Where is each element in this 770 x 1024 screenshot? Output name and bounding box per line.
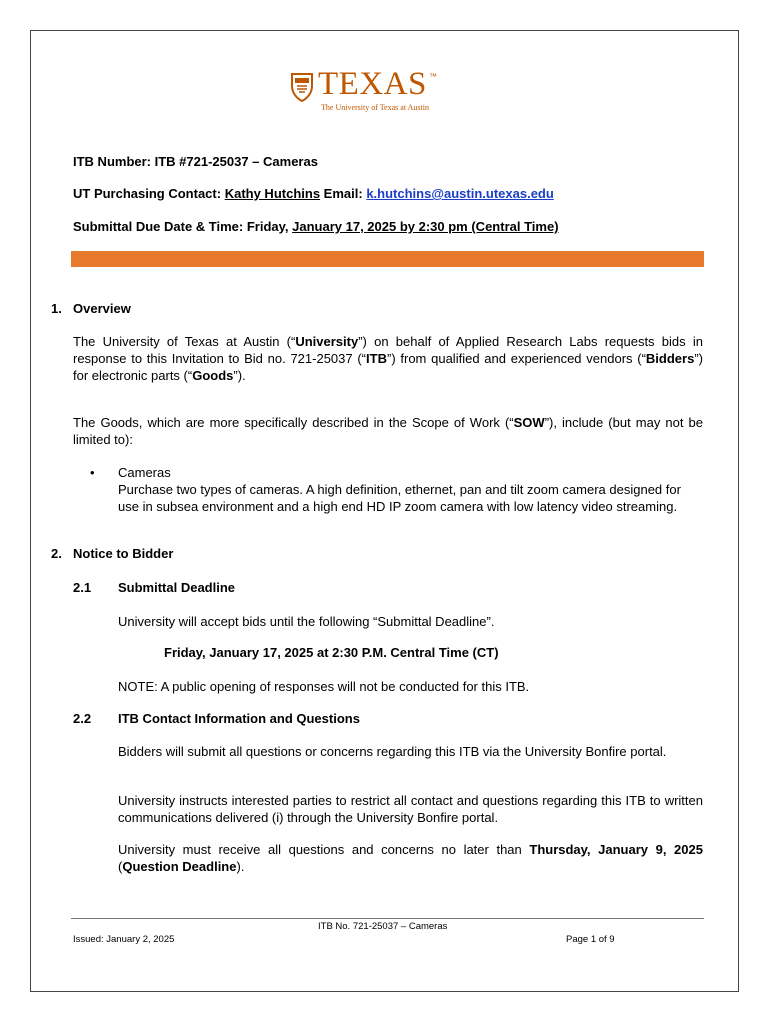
shield-icon	[290, 72, 314, 102]
subsection-2-2-title: ITB Contact Information and Questions	[118, 711, 360, 726]
itb-number: ITB Number: ITB #721-25037 – Cameras	[73, 154, 318, 169]
text-run: ”).	[233, 368, 246, 383]
text-run: ).	[236, 859, 245, 874]
text-run: (	[118, 859, 123, 874]
section-2-number: 2.	[51, 546, 62, 561]
text-run: The University of Texas at Austin (“	[73, 334, 296, 349]
logo-tm: ™	[429, 72, 437, 81]
footer-page-number: Page 1 of 9	[566, 934, 615, 945]
subsection-2-1-number: 2.1	[73, 580, 92, 595]
bullet-text: Purchase two types of cameras. A high definition, ethernet, pan and tilt zoom camera designed for use in subsea environment and a high end HD IP zoom camera with low latency video streaming.	[118, 482, 681, 514]
defined-term-goods: Goods	[192, 368, 234, 383]
text-run: ”) for electronic parts (“	[73, 351, 703, 383]
logo-wordmark: TEXAS	[318, 66, 427, 102]
defined-term-sow: SOW	[513, 415, 545, 430]
defined-term-itb: ITB	[366, 351, 387, 366]
questions-paragraph-3	[118, 841, 703, 875]
section-1-title: Overview	[73, 301, 131, 316]
questions-paragraph-1: Bidders will submit all questions or concerns regarding this ITB via the University Bonfire portal.	[118, 744, 667, 759]
overview-paragraph-1	[73, 333, 703, 384]
due-label: Submittal Due Date & Time: Friday,	[73, 219, 289, 234]
defined-term-bidders: Bidders	[645, 351, 695, 366]
text-run: ”) from qualified and experienced vendors (“	[386, 351, 646, 366]
bullet-item-cameras	[118, 464, 703, 515]
bullet-dot: •	[90, 465, 95, 480]
subsection-2-1-title: Submittal Deadline	[118, 580, 236, 595]
defined-term-question-deadline: Question Deadline	[122, 859, 237, 874]
orange-divider-bar	[71, 251, 704, 267]
footer-rule	[71, 918, 704, 919]
submittal-deadline-value: Friday, January 17, 2025 at 2:30 P.M. Central Time (CT)	[164, 645, 499, 660]
bullet-title: Cameras	[118, 465, 171, 480]
due-date-line	[73, 219, 559, 234]
due-value: January 17, 2025 by 2:30 pm (Central Time)	[292, 219, 559, 234]
ut-texas-logo	[290, 66, 450, 116]
section-2-title: Notice to Bidder	[73, 546, 174, 561]
logo-subtitle: The University of Texas at Austin	[321, 103, 429, 112]
submittal-deadline-intro: University will accept bids until the following “Submittal Deadline”.	[118, 614, 495, 629]
text-run: ”) on behalf of Applied Research Labs requests bids in response to this Invitation to Bid no. 721-25037 (“	[73, 334, 703, 366]
question-deadline-date: Thursday, January 9, 2025	[529, 842, 703, 857]
questions-paragraph-2: University instructs interested parties to restrict all contact and questions regarding this ITB to written communications delivered (i) through the University Bonfire portal.	[118, 793, 703, 825]
contact-email-link[interactable]: k.hutchins@austin.utexas.edu	[366, 186, 554, 201]
subsection-2-2-number: 2.2	[73, 711, 92, 726]
text-run: University must receive all questions and concerns no later than	[118, 842, 530, 857]
email-label: Email:	[323, 186, 363, 201]
public-opening-note: NOTE: A public opening of responses will not be conducted for this ITB.	[118, 679, 530, 694]
text-run: ”), include (but may not be limited to):	[73, 415, 703, 447]
contact-label: UT Purchasing Contact:	[73, 186, 222, 201]
footer-itb-title: ITB No. 721-25037 – Cameras	[318, 921, 448, 932]
text-run: The Goods, which are more specifically described in the Scope of Work (“	[73, 415, 514, 430]
overview-paragraph-2	[73, 414, 703, 448]
purchasing-contact-line	[73, 186, 554, 201]
footer-issued-date: Issued: January 2, 2025	[73, 934, 175, 945]
section-1-number: 1.	[51, 301, 62, 316]
defined-term-university: University	[295, 334, 359, 349]
contact-name: Kathy Hutchins	[224, 186, 321, 201]
